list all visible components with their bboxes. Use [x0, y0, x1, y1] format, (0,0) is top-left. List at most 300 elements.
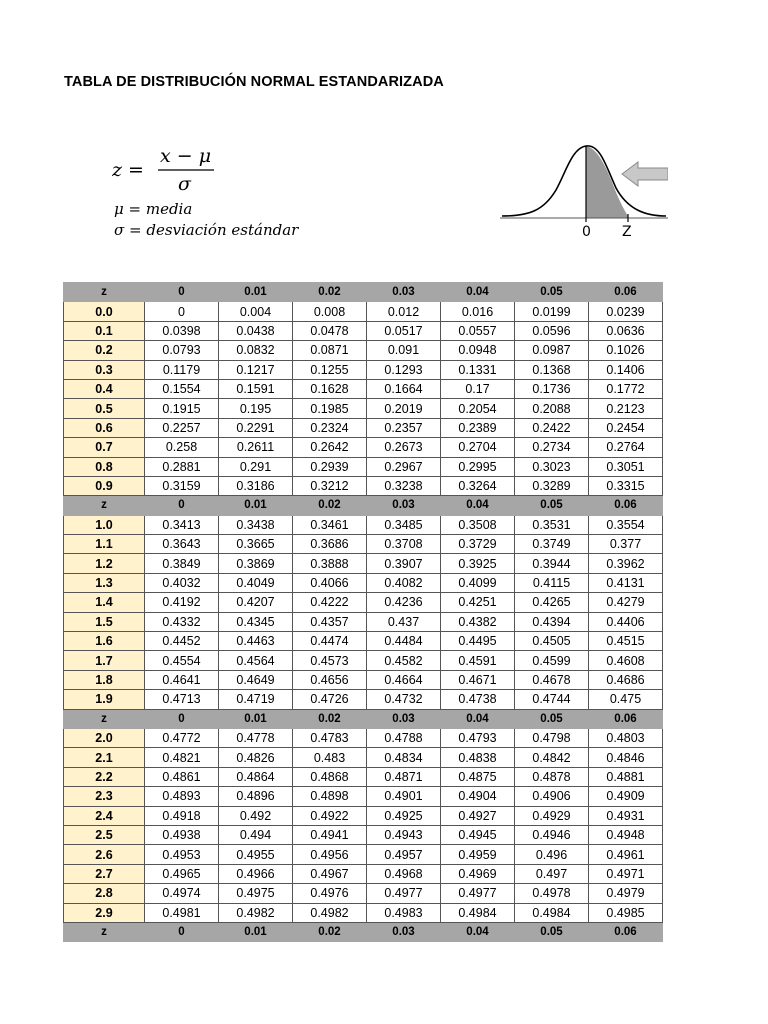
- probability-cell: 0.4744: [515, 690, 589, 709]
- probability-cell: 0.1554: [145, 379, 219, 398]
- probability-cell: 0.1293: [367, 360, 441, 379]
- probability-cell: 0.3531: [515, 515, 589, 534]
- table-row: [64, 845, 663, 864]
- probability-cell: 0.1628: [293, 379, 367, 398]
- header-cell: 0.05: [515, 709, 589, 728]
- probability-cell: 0.4968: [367, 864, 441, 883]
- probability-cell: 0.4904: [441, 787, 515, 806]
- probability-cell: 0.091: [367, 341, 441, 360]
- z-value-cell: 2.5: [64, 825, 145, 844]
- z-value-cell: 0.8: [64, 457, 145, 476]
- z-value-cell: 1.6: [64, 632, 145, 651]
- probability-cell: 0.4957: [367, 845, 441, 864]
- probability-cell: 0.0239: [589, 302, 663, 321]
- probability-cell: 0.4131: [589, 573, 663, 592]
- probability-cell: 0.0948: [441, 341, 515, 360]
- probability-cell: 0.4582: [367, 651, 441, 670]
- probability-cell: 0.0438: [219, 321, 293, 340]
- header-cell: 0.05: [515, 922, 589, 941]
- probability-cell: 0.3849: [145, 554, 219, 573]
- probability-cell: 0.004: [219, 302, 293, 321]
- probability-cell: 0.4864: [219, 767, 293, 786]
- probability-cell: 0.008: [293, 302, 367, 321]
- z-value-cell: 1.9: [64, 690, 145, 709]
- probability-cell: 0.4978: [515, 884, 589, 903]
- header-cell-z: z: [64, 496, 145, 515]
- probability-cell: 0.497: [515, 864, 589, 883]
- probability-cell: 0.2257: [145, 418, 219, 437]
- probability-cell: 0.4834: [367, 748, 441, 767]
- probability-cell: 0.4222: [293, 593, 367, 612]
- probability-cell: 0.4788: [367, 728, 441, 747]
- probability-cell: 0.4394: [515, 612, 589, 631]
- table-row: [64, 612, 663, 631]
- probability-cell: 0.2454: [589, 418, 663, 437]
- normal-curve-diagram: [500, 138, 668, 246]
- probability-cell: 0.4778: [219, 728, 293, 747]
- probability-cell: 0.0832: [219, 341, 293, 360]
- probability-cell: 0.4861: [145, 767, 219, 786]
- probability-cell: 0.4515: [589, 632, 663, 651]
- table-row: [64, 438, 663, 457]
- probability-cell: 0.4846: [589, 748, 663, 767]
- probability-cell: 0.4099: [441, 573, 515, 592]
- probability-cell: 0.0793: [145, 341, 219, 360]
- probability-cell: 0.4726: [293, 690, 367, 709]
- z-value-cell: 0.7: [64, 438, 145, 457]
- probability-cell: 0.4982: [219, 903, 293, 922]
- z-value-cell: 0.9: [64, 476, 145, 495]
- probability-cell: 0.4956: [293, 845, 367, 864]
- probability-cell: 0.3508: [441, 515, 515, 534]
- probability-cell: 0.3438: [219, 515, 293, 534]
- probability-cell: 0.3869: [219, 554, 293, 573]
- z-value-cell: 1.2: [64, 554, 145, 573]
- probability-cell: 0.3212: [293, 476, 367, 495]
- probability-cell: 0.3554: [589, 515, 663, 534]
- z-value-cell: 2.4: [64, 806, 145, 825]
- z-value-cell: 0.1: [64, 321, 145, 340]
- probability-cell: 0.4738: [441, 690, 515, 709]
- probability-cell: 0.3749: [515, 535, 589, 554]
- z-value-cell: 0.4: [64, 379, 145, 398]
- probability-cell: 0.4981: [145, 903, 219, 922]
- header-cell-z: z: [64, 709, 145, 728]
- probability-cell: 0.3238: [367, 476, 441, 495]
- probability-cell: 0.4966: [219, 864, 293, 883]
- probability-cell: 0.492: [219, 806, 293, 825]
- probability-cell: 0.3186: [219, 476, 293, 495]
- z-value-cell: 1.0: [64, 515, 145, 534]
- table-row: [64, 593, 663, 612]
- probability-cell: 0.3023: [515, 457, 589, 476]
- probability-cell: 0.1406: [589, 360, 663, 379]
- arrow-icon: [622, 162, 668, 186]
- probability-cell: 0.2764: [589, 438, 663, 457]
- probability-cell: 0.437: [367, 612, 441, 631]
- table-header-row: [64, 709, 663, 728]
- z-value-cell: 1.5: [64, 612, 145, 631]
- formula-sigma-line: σ = desviación estándar: [114, 221, 299, 239]
- z-value-cell: 0.5: [64, 399, 145, 418]
- z-value-cell: 1.4: [64, 593, 145, 612]
- probability-cell: 0.4984: [441, 903, 515, 922]
- table-row: [64, 302, 663, 321]
- z-value-cell: 0.6: [64, 418, 145, 437]
- probability-cell: 0.2673: [367, 438, 441, 457]
- probability-cell: 0.3686: [293, 535, 367, 554]
- probability-cell: 0.4641: [145, 670, 219, 689]
- probability-cell: 0.4922: [293, 806, 367, 825]
- table-row: [64, 728, 663, 747]
- probability-cell: 0.4783: [293, 728, 367, 747]
- z-value-cell: 1.7: [64, 651, 145, 670]
- probability-cell: 0.4236: [367, 593, 441, 612]
- probability-cell: 0.0517: [367, 321, 441, 340]
- probability-cell: 0.2291: [219, 418, 293, 437]
- shaded-area: [586, 146, 628, 218]
- table-row: [64, 515, 663, 534]
- header-cell: 0.05: [515, 283, 589, 302]
- probability-cell: 0.4115: [515, 573, 589, 592]
- probability-cell: 0.4929: [515, 806, 589, 825]
- probability-cell: 0.4842: [515, 748, 589, 767]
- probability-cell: 0.4967: [293, 864, 367, 883]
- probability-cell: 0.4505: [515, 632, 589, 651]
- probability-cell: 0.4977: [367, 884, 441, 903]
- header-cell: 0.04: [441, 709, 515, 728]
- probability-cell: 0.4406: [589, 612, 663, 631]
- header-cell: 0: [145, 283, 219, 302]
- table-row: [64, 806, 663, 825]
- probability-cell: 0.4985: [589, 903, 663, 922]
- probability-cell: 0.1664: [367, 379, 441, 398]
- header-cell: 0.02: [293, 922, 367, 941]
- probability-cell: 0.4969: [441, 864, 515, 883]
- header-cell: 0.04: [441, 496, 515, 515]
- probability-cell: 0.4671: [441, 670, 515, 689]
- probability-cell: 0.496: [515, 845, 589, 864]
- probability-cell: 0.4875: [441, 767, 515, 786]
- probability-cell: 0.4955: [219, 845, 293, 864]
- probability-cell: 0.4608: [589, 651, 663, 670]
- table-header-row: [64, 496, 663, 515]
- probability-cell: 0.4732: [367, 690, 441, 709]
- probability-cell: 0.2611: [219, 438, 293, 457]
- probability-cell: 0.3159: [145, 476, 219, 495]
- table-row: [64, 884, 663, 903]
- table-row: [64, 341, 663, 360]
- probability-cell: 0.0987: [515, 341, 589, 360]
- probability-cell: 0.4838: [441, 748, 515, 767]
- z-value-cell: 2.9: [64, 903, 145, 922]
- z-value-cell: 2.1: [64, 748, 145, 767]
- probability-cell: 0.4945: [441, 825, 515, 844]
- probability-cell: 0.3665: [219, 535, 293, 554]
- probability-cell: 0.2357: [367, 418, 441, 437]
- probability-cell: 0.4599: [515, 651, 589, 670]
- probability-cell: 0.4821: [145, 748, 219, 767]
- probability-cell: 0.2324: [293, 418, 367, 437]
- probability-cell: 0.4798: [515, 728, 589, 747]
- probability-cell: 0.4591: [441, 651, 515, 670]
- probability-cell: 0.4984: [515, 903, 589, 922]
- probability-cell: 0.1255: [293, 360, 367, 379]
- probability-cell: 0.4656: [293, 670, 367, 689]
- probability-cell: 0.1772: [589, 379, 663, 398]
- table-row: [64, 787, 663, 806]
- probability-cell: 0.1179: [145, 360, 219, 379]
- probability-cell: 0.4772: [145, 728, 219, 747]
- probability-cell: 0.2642: [293, 438, 367, 457]
- probability-cell: 0.4279: [589, 593, 663, 612]
- header-cell: 0.03: [367, 922, 441, 941]
- probability-cell: 0.4332: [145, 612, 219, 631]
- header-cell: 0.02: [293, 709, 367, 728]
- probability-cell: 0.4927: [441, 806, 515, 825]
- probability-cell: 0.2939: [293, 457, 367, 476]
- formula-mu-line: μ = media: [114, 200, 193, 218]
- header-cell: 0.02: [293, 283, 367, 302]
- probability-cell: 0.1985: [293, 399, 367, 418]
- table-row: [64, 535, 663, 554]
- probability-cell: 0.3413: [145, 515, 219, 534]
- probability-cell: 0.4713: [145, 690, 219, 709]
- table-row: [64, 670, 663, 689]
- z-value-cell: 2.3: [64, 787, 145, 806]
- probability-cell: 0.4452: [145, 632, 219, 651]
- header-cell: 0.01: [219, 709, 293, 728]
- probability-cell: 0.016: [441, 302, 515, 321]
- probability-cell: 0.4953: [145, 845, 219, 864]
- probability-cell: 0.4474: [293, 632, 367, 651]
- table-row: [64, 321, 663, 340]
- header-cell: 0.03: [367, 496, 441, 515]
- table-row: [64, 632, 663, 651]
- probability-cell: 0.4977: [441, 884, 515, 903]
- probability-cell: 0.4909: [589, 787, 663, 806]
- probability-cell: 0.4495: [441, 632, 515, 651]
- probability-cell: 0.2995: [441, 457, 515, 476]
- probability-cell: 0.4803: [589, 728, 663, 747]
- header-cell: 0.02: [293, 496, 367, 515]
- table-row: [64, 476, 663, 495]
- probability-cell: 0.4982: [293, 903, 367, 922]
- probability-cell: 0.4032: [145, 573, 219, 592]
- probability-cell: 0.3708: [367, 535, 441, 554]
- header-cell: 0.05: [515, 496, 589, 515]
- probability-cell: 0.4898: [293, 787, 367, 806]
- probability-cell: 0.2123: [589, 399, 663, 418]
- probability-cell: 0.4868: [293, 767, 367, 786]
- probability-cell: 0.2088: [515, 399, 589, 418]
- probability-cell: 0.3315: [589, 476, 663, 495]
- probability-cell: 0.4554: [145, 651, 219, 670]
- probability-cell: 0.3264: [441, 476, 515, 495]
- probability-cell: 0.1026: [589, 341, 663, 360]
- probability-cell: 0.4901: [367, 787, 441, 806]
- probability-cell: 0.4719: [219, 690, 293, 709]
- probability-cell: 0.4463: [219, 632, 293, 651]
- table-row: [64, 457, 663, 476]
- probability-cell: 0.4971: [589, 864, 663, 883]
- table-row: [64, 379, 663, 398]
- z-value-cell: 0.2: [64, 341, 145, 360]
- table-row: [64, 903, 663, 922]
- z-value-cell: 1.1: [64, 535, 145, 554]
- probability-cell: 0.4938: [145, 825, 219, 844]
- probability-cell: 0.4974: [145, 884, 219, 903]
- probability-cell: 0.0199: [515, 302, 589, 321]
- page-title: TABLA DE DISTRIBUCIÓN NORMAL ESTANDARIZADA: [64, 74, 444, 90]
- header-cell: 0: [145, 496, 219, 515]
- table-row: [64, 748, 663, 767]
- probability-cell: 0.2054: [441, 399, 515, 418]
- header-cell: 0.01: [219, 283, 293, 302]
- header-cell: 0.03: [367, 709, 441, 728]
- probability-cell: 0.2967: [367, 457, 441, 476]
- z-value-cell: 2.0: [64, 728, 145, 747]
- probability-cell: 0.3289: [515, 476, 589, 495]
- probability-cell: 0.4918: [145, 806, 219, 825]
- table-row: [64, 573, 663, 592]
- probability-cell: 0.0636: [589, 321, 663, 340]
- z-table: [63, 282, 663, 942]
- formula-lhs: z =: [112, 159, 144, 181]
- probability-cell: 0.4664: [367, 670, 441, 689]
- probability-cell: 0.483: [293, 748, 367, 767]
- probability-cell: 0.4207: [219, 593, 293, 612]
- probability-cell: 0.4564: [219, 651, 293, 670]
- probability-cell: 0.0871: [293, 341, 367, 360]
- probability-cell: 0.4948: [589, 825, 663, 844]
- probability-cell: 0.4192: [145, 593, 219, 612]
- probability-cell: 0.4925: [367, 806, 441, 825]
- table-row: [64, 767, 663, 786]
- header-cell: 0.01: [219, 496, 293, 515]
- probability-cell: 0.494: [219, 825, 293, 844]
- probability-cell: 0.4826: [219, 748, 293, 767]
- probability-cell: 0.1368: [515, 360, 589, 379]
- probability-cell: 0.0557: [441, 321, 515, 340]
- table-header-row: [64, 283, 663, 302]
- probability-cell: 0.4573: [293, 651, 367, 670]
- formula-numerator: x − μ: [160, 145, 212, 167]
- probability-cell: 0.3485: [367, 515, 441, 534]
- probability-cell: 0.4943: [367, 825, 441, 844]
- probability-cell: 0.4357: [293, 612, 367, 631]
- probability-cell: 0.4484: [367, 632, 441, 651]
- probability-cell: 0: [145, 302, 219, 321]
- probability-cell: 0.012: [367, 302, 441, 321]
- probability-cell: 0.4649: [219, 670, 293, 689]
- probability-cell: 0.3907: [367, 554, 441, 573]
- probability-cell: 0.17: [441, 379, 515, 398]
- formula-denominator: σ: [178, 173, 191, 195]
- probability-cell: 0.4906: [515, 787, 589, 806]
- probability-cell: 0.4082: [367, 573, 441, 592]
- probability-cell: 0.3643: [145, 535, 219, 554]
- probability-cell: 0.475: [589, 690, 663, 709]
- table-row: [64, 399, 663, 418]
- probability-cell: 0.258: [145, 438, 219, 457]
- probability-cell: 0.4983: [367, 903, 441, 922]
- z-value-cell: 1.8: [64, 670, 145, 689]
- label-z: Z: [622, 224, 632, 240]
- header-cell-z: z: [64, 922, 145, 941]
- probability-cell: 0.4931: [589, 806, 663, 825]
- probability-cell: 0.4251: [441, 593, 515, 612]
- header-cell-z: z: [64, 283, 145, 302]
- table-row: [64, 418, 663, 437]
- probability-cell: 0.4345: [219, 612, 293, 631]
- probability-cell: 0.0478: [293, 321, 367, 340]
- header-cell: 0.06: [589, 283, 663, 302]
- probability-cell: 0.4871: [367, 767, 441, 786]
- probability-cell: 0.2734: [515, 438, 589, 457]
- z-value-cell: 2.2: [64, 767, 145, 786]
- probability-cell: 0.1217: [219, 360, 293, 379]
- header-cell: 0.06: [589, 709, 663, 728]
- probability-cell: 0.3944: [515, 554, 589, 573]
- z-value-cell: 2.7: [64, 864, 145, 883]
- table-row: [64, 360, 663, 379]
- probability-cell: 0.4941: [293, 825, 367, 844]
- probability-cell: 0.4049: [219, 573, 293, 592]
- z-value-cell: 2.6: [64, 845, 145, 864]
- header-cell: 0.01: [219, 922, 293, 941]
- probability-cell: 0.4979: [589, 884, 663, 903]
- probability-cell: 0.4878: [515, 767, 589, 786]
- label-zero: 0: [582, 224, 591, 240]
- probability-cell: 0.3051: [589, 457, 663, 476]
- probability-cell: 0.4975: [219, 884, 293, 903]
- probability-cell: 0.1331: [441, 360, 515, 379]
- probability-cell: 0.4976: [293, 884, 367, 903]
- header-cell: 0: [145, 922, 219, 941]
- probability-cell: 0.4382: [441, 612, 515, 631]
- probability-cell: 0.2704: [441, 438, 515, 457]
- header-cell: 0: [145, 709, 219, 728]
- probability-cell: 0.2389: [441, 418, 515, 437]
- header-cell: 0.06: [589, 496, 663, 515]
- probability-cell: 0.377: [589, 535, 663, 554]
- probability-cell: 0.4678: [515, 670, 589, 689]
- table-row: [64, 690, 663, 709]
- probability-cell: 0.1736: [515, 379, 589, 398]
- table-header-row: [64, 922, 663, 941]
- z-value-cell: 0.0: [64, 302, 145, 321]
- table-row: [64, 554, 663, 573]
- header-cell: 0.04: [441, 922, 515, 941]
- probability-cell: 0.3888: [293, 554, 367, 573]
- probability-cell: 0.1591: [219, 379, 293, 398]
- z-value-cell: 1.3: [64, 573, 145, 592]
- table-row: [64, 651, 663, 670]
- z-score-formula: [112, 140, 372, 240]
- probability-cell: 0.4881: [589, 767, 663, 786]
- probability-cell: 0.291: [219, 457, 293, 476]
- probability-cell: 0.0596: [515, 321, 589, 340]
- probability-cell: 0.2019: [367, 399, 441, 418]
- probability-cell: 0.4959: [441, 845, 515, 864]
- probability-cell: 0.4965: [145, 864, 219, 883]
- probability-cell: 0.1915: [145, 399, 219, 418]
- table-row: [64, 825, 663, 844]
- probability-cell: 0.2881: [145, 457, 219, 476]
- probability-cell: 0.0398: [145, 321, 219, 340]
- probability-cell: 0.4793: [441, 728, 515, 747]
